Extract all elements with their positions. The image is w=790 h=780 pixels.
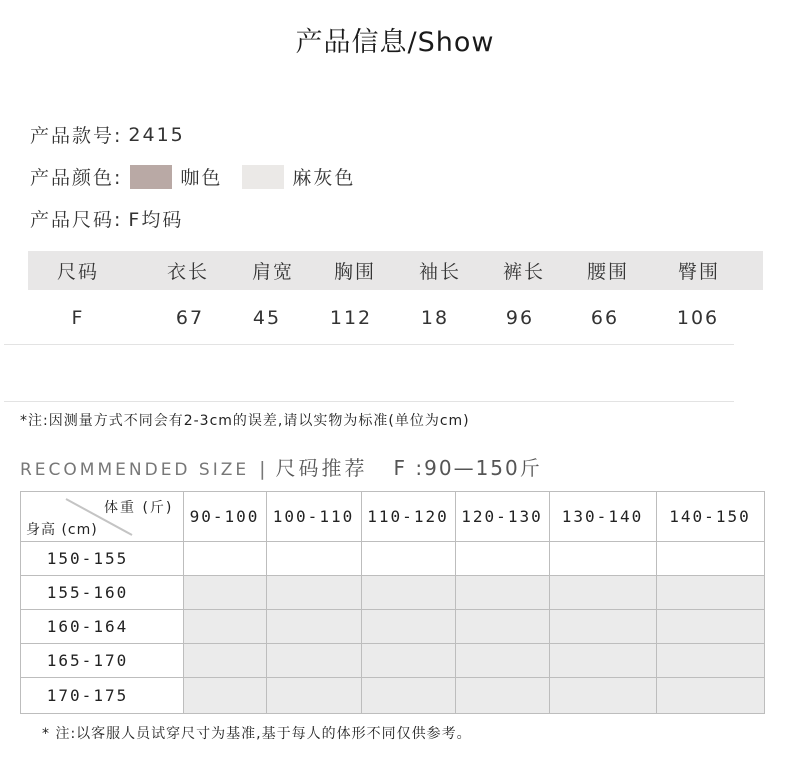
row-size: F bbox=[71, 307, 85, 329]
header-length: 衣长 bbox=[166, 261, 210, 283]
header-size: 尺码 bbox=[56, 261, 100, 283]
row-hip: 106 bbox=[676, 307, 720, 329]
weight-header: 140-150 bbox=[669, 506, 751, 526]
header-waist: 腰围 bbox=[586, 261, 630, 283]
corner-height-label: 身高 (cm) bbox=[26, 522, 98, 538]
recommended-size-separator: | bbox=[259, 458, 266, 480]
height-row-label: 160-164 bbox=[46, 616, 129, 636]
color-name-coffee: 咖色 bbox=[180, 167, 223, 189]
measurement-note: *注:因测量方式不同会有2-3cm的误差,请以实物为标准(单位为cm) bbox=[20, 413, 470, 429]
row-waist: 66 bbox=[590, 307, 620, 329]
color-swatch-gray bbox=[242, 165, 284, 189]
recommended-size-heading bbox=[20, 452, 542, 481]
recommended-size-range: F :90—150斤 bbox=[393, 456, 542, 480]
table-shaded-area bbox=[183, 575, 765, 714]
recommended-size-en: RECOMMENDED SIZE bbox=[20, 460, 250, 480]
weight-header: 90-100 bbox=[189, 506, 260, 526]
header-sleeve: 袖长 bbox=[418, 261, 462, 283]
header-shoulder: 肩宽 bbox=[251, 261, 295, 283]
divider bbox=[4, 401, 734, 402]
size-recommendation-table bbox=[20, 491, 765, 714]
product-size-value: F均码 bbox=[128, 209, 184, 231]
row-chest: 112 bbox=[329, 307, 373, 329]
row-pants-length: 96 bbox=[505, 307, 535, 329]
height-row-label: 170-175 bbox=[46, 685, 129, 705]
row-length: 67 bbox=[175, 307, 205, 329]
row-shoulder: 45 bbox=[252, 307, 282, 329]
page-title: 产品信息/Show bbox=[295, 27, 495, 58]
recommended-size-cn: 尺码推荐 bbox=[275, 456, 368, 480]
product-size-line bbox=[30, 205, 183, 232]
grid-line bbox=[764, 491, 765, 714]
fit-note: * 注:以客服人员试穿尺寸为基准,基于每人的体形不同仅供参考。 bbox=[42, 726, 472, 742]
product-color-label: 产品颜色: bbox=[30, 167, 123, 189]
product-size-label: 产品尺码: bbox=[30, 209, 123, 231]
weight-header: 120-130 bbox=[461, 506, 543, 526]
size-table-header bbox=[28, 251, 763, 290]
divider bbox=[4, 344, 734, 345]
color-swatch-coffee bbox=[130, 165, 172, 189]
size-table-row bbox=[28, 296, 763, 340]
product-color-line bbox=[30, 163, 373, 190]
product-model-line bbox=[30, 121, 185, 148]
header-chest: 胸围 bbox=[333, 261, 377, 283]
height-row-label: 165-170 bbox=[46, 650, 129, 670]
product-model-label: 产品款号: bbox=[30, 125, 123, 147]
header-hip: 臀围 bbox=[677, 261, 721, 283]
color-name-gray: 麻灰色 bbox=[292, 167, 356, 189]
header-pants-length: 裤长 bbox=[502, 261, 546, 283]
weight-header: 100-110 bbox=[272, 506, 355, 526]
product-model-value: 2415 bbox=[128, 123, 185, 146]
row-sleeve: 18 bbox=[420, 307, 450, 329]
weight-header: 110-120 bbox=[367, 506, 449, 526]
height-row-label: 150-155 bbox=[46, 548, 129, 568]
weight-header: 130-140 bbox=[561, 506, 644, 526]
height-row-label: 155-160 bbox=[46, 582, 129, 602]
grid-line bbox=[20, 713, 765, 714]
corner-weight-label: 体重 (斤) bbox=[104, 500, 174, 516]
